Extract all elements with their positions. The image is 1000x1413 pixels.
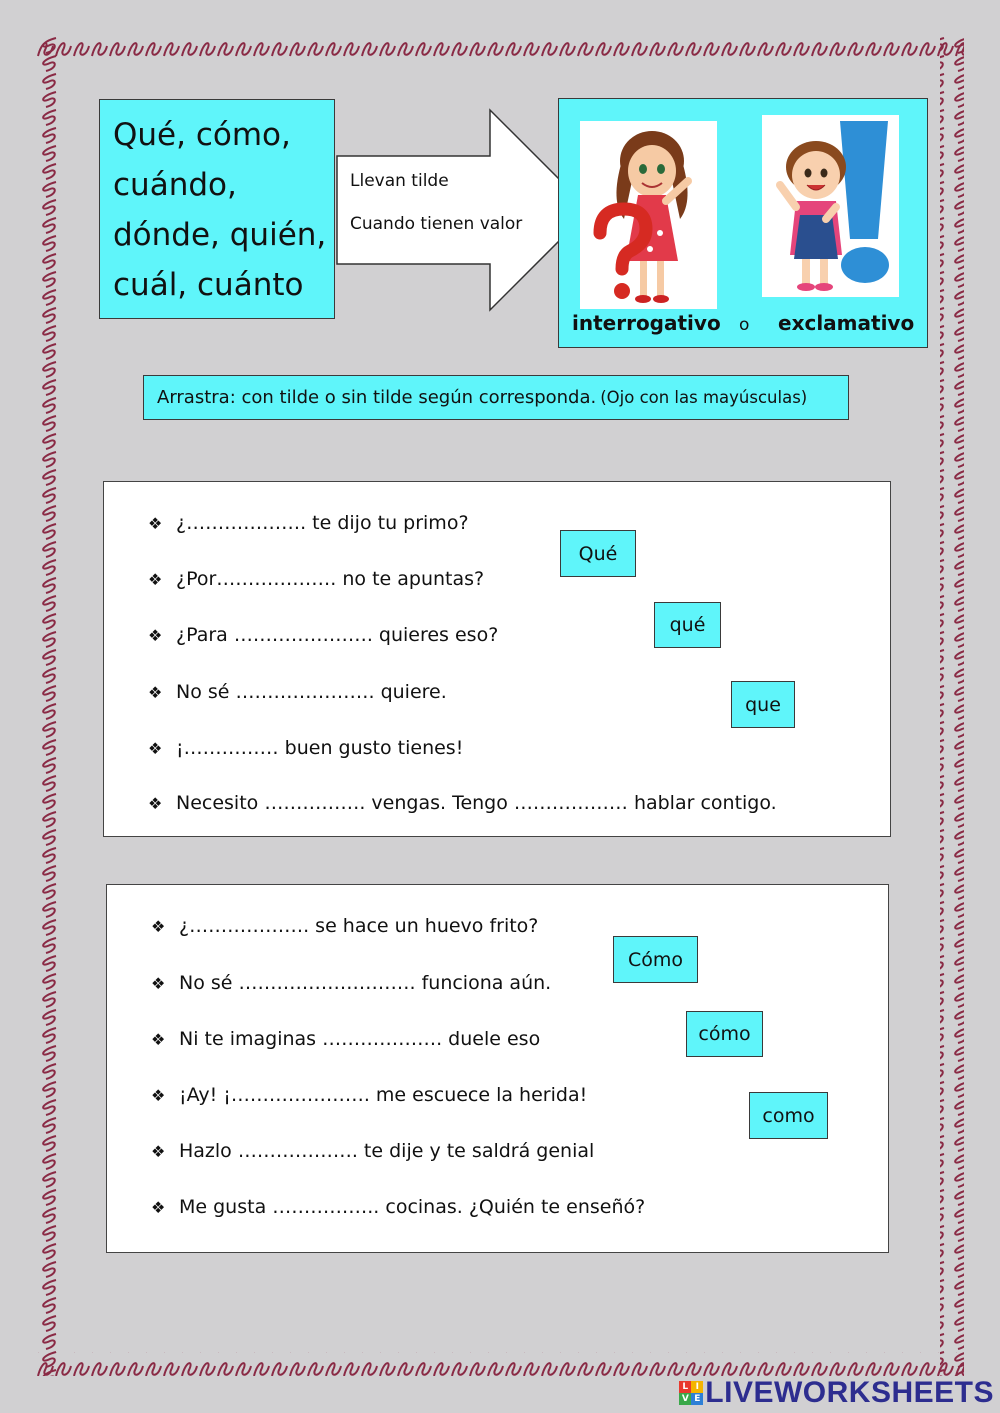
drag-word-que-plain[interactable]: que xyxy=(731,681,795,728)
label-interrogative: interrogativo xyxy=(572,311,721,335)
drag-word-que-capital[interactable]: Qué xyxy=(560,530,636,577)
arrow-text-line1: Llevan tilde xyxy=(350,171,449,191)
diamond-bullet-icon: ❖ xyxy=(151,1142,166,1161)
sentence-item xyxy=(151,1196,645,1218)
sentence-text[interactable]: Necesito ……………. vengas. Tengo ……………… hablar contigo. xyxy=(176,792,777,814)
sentence-text[interactable]: No sé …………………. quiere. xyxy=(176,681,447,703)
instruction-text: Arrastra: con tilde o sin tilde según corresponda. xyxy=(157,387,597,408)
sentence-item xyxy=(151,1140,594,1162)
sentence-item xyxy=(151,1028,540,1050)
sentence-item xyxy=(148,512,469,534)
sentence-item xyxy=(151,972,551,994)
intro-line: cuándo, xyxy=(113,167,237,203)
arrow-text-line2: Cuando tienen valor xyxy=(350,214,523,234)
diamond-bullet-icon: ❖ xyxy=(148,683,163,702)
intro-line: Qué, cómo, xyxy=(113,117,291,153)
exercise-como-panel xyxy=(106,884,889,1253)
label-exclamative: exclamativo xyxy=(778,311,915,335)
label-connector: o xyxy=(739,315,750,335)
intro-line: dónde, quién, xyxy=(113,217,327,253)
exercise-que-panel xyxy=(103,481,891,837)
diamond-bullet-icon: ❖ xyxy=(151,1198,166,1217)
drag-word-como-capital[interactable]: Cómo xyxy=(613,936,698,983)
sentence-item xyxy=(151,1084,587,1106)
instruction-note: (Ojo con las mayúsculas) xyxy=(600,388,808,407)
watermark-text: LIVEWORKSHEETS xyxy=(705,1376,994,1409)
diamond-bullet-icon: ❖ xyxy=(148,514,163,533)
right-arrow-icon xyxy=(336,108,594,312)
illustration-panel xyxy=(558,98,928,348)
drag-word-que-accent[interactable]: qué xyxy=(654,602,721,648)
diamond-bullet-icon: ❖ xyxy=(151,917,166,936)
girl-question-mark-illustration xyxy=(580,121,717,309)
sentence-text[interactable]: ¿Para …………………. quieres eso? xyxy=(176,624,499,646)
diamond-bullet-icon: ❖ xyxy=(148,794,163,813)
intro-line: cuál, cuánto xyxy=(113,267,304,303)
liveworksheets-logo-icon: L I V E xyxy=(679,1381,703,1405)
sentence-text[interactable]: No sé ………………………. funciona aún. xyxy=(179,972,552,994)
sentence-item xyxy=(148,681,447,703)
sentence-text[interactable]: ¡Ay! ¡…………………. me escuece la herida! xyxy=(179,1084,588,1106)
sentence-item xyxy=(148,792,777,814)
diamond-bullet-icon: ❖ xyxy=(151,1030,166,1049)
diamond-bullet-icon: ❖ xyxy=(148,626,163,645)
diamond-bullet-icon: ❖ xyxy=(148,739,163,758)
sentence-text[interactable]: Me gusta …………….. cocinas. ¿Quién te enseñó? xyxy=(179,1196,646,1218)
drag-word-como-plain[interactable]: como xyxy=(749,1092,828,1139)
sentence-item xyxy=(148,568,484,590)
liveworksheets-watermark xyxy=(679,1375,994,1411)
instruction-banner xyxy=(143,375,849,420)
diamond-bullet-icon: ❖ xyxy=(151,974,166,993)
interrogatives-list-box xyxy=(99,99,335,319)
sentence-text[interactable]: Ni te imaginas ………………. duele eso xyxy=(179,1028,541,1050)
girl-exclamation-mark-illustration xyxy=(762,115,899,297)
sentence-text[interactable]: ¿………………. se hace un huevo frito? xyxy=(179,915,539,937)
sentence-text[interactable]: ¡…………… buen gusto tienes! xyxy=(176,737,464,759)
diamond-bullet-icon: ❖ xyxy=(148,570,163,589)
drag-word-como-accent[interactable]: cómo xyxy=(686,1011,763,1057)
sentence-text[interactable]: Hazlo ………………. te dije y te saldrá genial xyxy=(179,1140,595,1162)
diamond-bullet-icon: ❖ xyxy=(151,1086,166,1105)
sentence-item xyxy=(148,737,463,759)
sentence-item xyxy=(151,915,538,937)
sentence-text[interactable]: ¿………………. te dijo tu primo? xyxy=(176,512,469,534)
explanation-arrow xyxy=(336,108,594,312)
sentence-item xyxy=(148,624,498,646)
sentence-text[interactable]: ¿Por………………. no te apuntas? xyxy=(176,568,485,590)
